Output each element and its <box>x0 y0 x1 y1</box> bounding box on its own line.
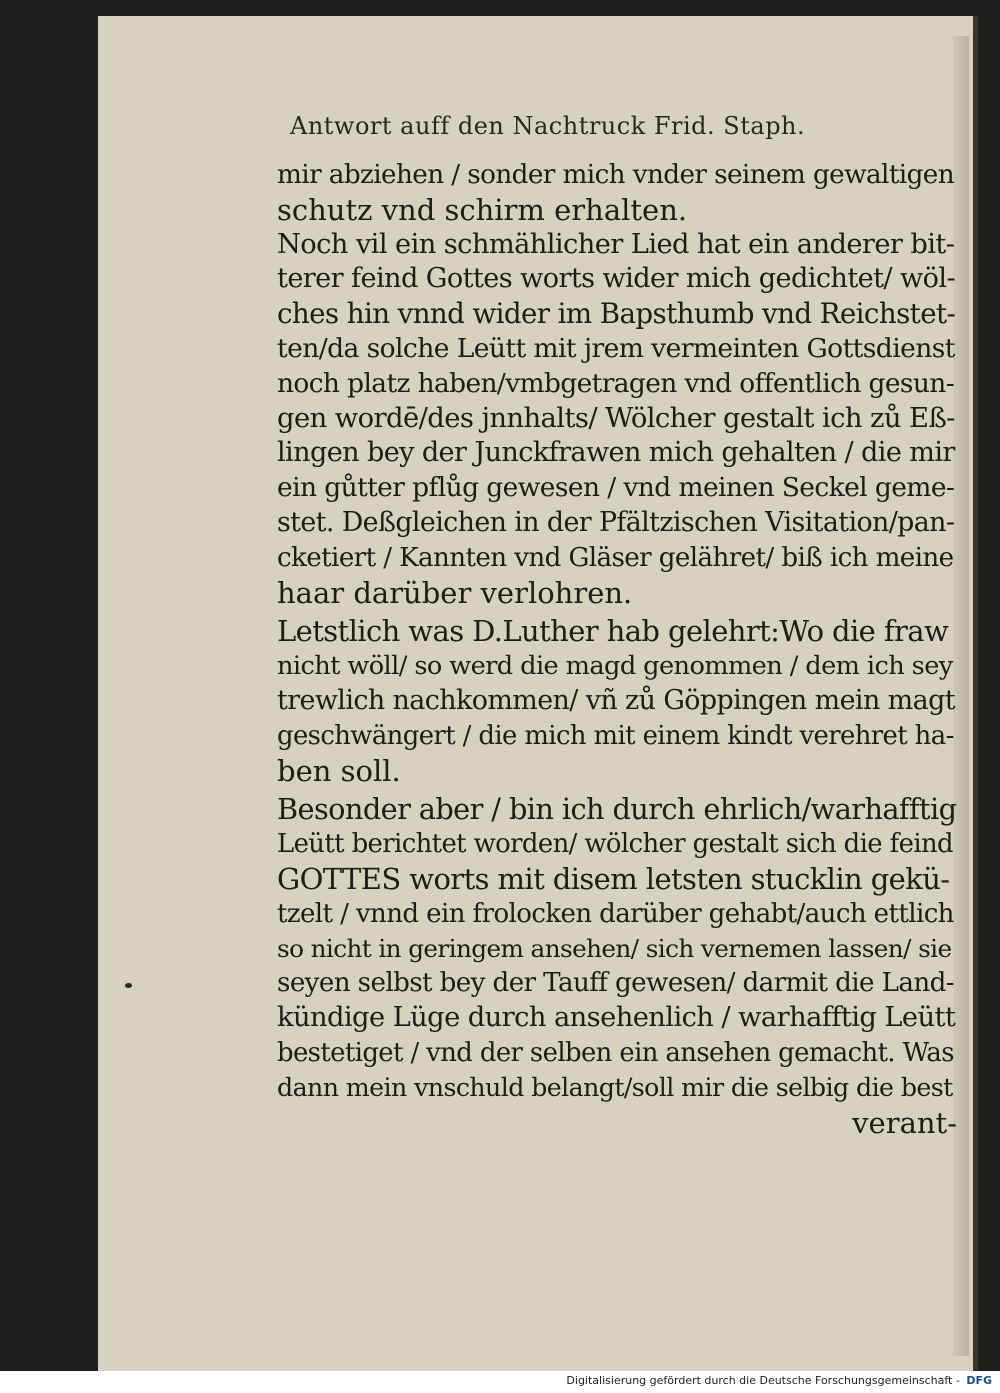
ink-mark <box>125 983 132 988</box>
text-line: Letstlich was D.Luther hab gelehrt:Wo die fraw <box>277 614 949 649</box>
catchword: verant- <box>852 1105 957 1140</box>
text-line: so nicht in geringem ansehen/ sich vernemen lassen/ sie <box>277 933 952 963</box>
text-line: haar darüber verlohren. <box>277 575 633 610</box>
text-line: dann mein vnschuld belangt/soll mir die selbig die best <box>277 1072 953 1102</box>
text-line: cketiert / Kannten vnd Gläser gelähret/ biß ich meine <box>277 542 954 573</box>
page-text-block <box>277 158 957 1140</box>
footer-credit-text: Digitalisierung gefördert durch die Deutsche Forschungsgemeinschaft - <box>566 1374 960 1387</box>
text-line: nicht wöll/ so werd die magd genommen / dem ich sey <box>277 651 953 682</box>
text-line: Besonder aber / bin ich durch ehrlich/warhafftig <box>277 792 957 827</box>
dfg-logo: DFG <box>966 1374 992 1387</box>
text-line: trewlich nachkommen/ vñ zů Göppingen mein magt <box>277 684 955 716</box>
paragraph-3 <box>277 614 957 788</box>
text-line: stet. Deßgleichen in der Pfältzischen Visitation/pan- <box>277 506 955 538</box>
text-line: ches hin vnnd wider im Bapsthumb vnd Reichstet- <box>277 297 956 331</box>
text-line: schutz vnd schirm erhalten. <box>277 192 688 227</box>
text-line: GOTTES worts mit disem letsten stucklin gekü- <box>277 861 950 896</box>
text-line: geschwängert / die mich mit einem kindt verehret ha- <box>277 720 954 751</box>
running-head: Antwort auff den Nachtruck Frid. Staph. <box>290 112 806 140</box>
text-line: noch platz haben/vmbgetragen vnd offentlich gesun- <box>277 367 955 399</box>
text-line: ten/da solche Leütt mit jrem vermeinten Gottsdienst <box>277 332 955 364</box>
text-line: ben soll. <box>277 753 401 788</box>
text-line: gen wordē/des jnnhalts/ Wölcher gestalt ich zů Eß- <box>277 402 955 434</box>
text-line: bestetiget / vnd der selben ein ansehen gemacht. Was <box>277 1037 954 1068</box>
paragraph-2 <box>277 228 957 611</box>
footer-credit <box>566 1374 992 1387</box>
text-line: lingen bey der Junckfrawen mich gehalten / die mir <box>277 437 955 469</box>
text-line: Noch vil ein schmählicher Lied hat ein anderer bit- <box>277 228 955 260</box>
paragraph-4 <box>277 792 957 1105</box>
text-line: tzelt / vnnd ein frolocken darüber gehabt/auch ettlich <box>277 898 954 929</box>
text-line: seyen selbst bey der Tauff gewesen/ darmit die Land- <box>277 968 954 999</box>
text-line: ein gůtter pflůg gewesen / vnd meinen Seckel geme- <box>277 472 955 504</box>
paragraph-1 <box>277 158 957 228</box>
text-line: Leütt berichtet worden/ wölcher gestalt sich die feind <box>277 829 954 860</box>
text-line: kündige Lüge durch ansehenlich / warhafftig Leütt <box>277 1002 956 1034</box>
text-line: mir abziehen / sonder mich vnder seinem gewaltigen <box>277 160 955 190</box>
text-line: terer feind Gottes worts wider mich gedichtet/ wöl- <box>277 263 956 295</box>
